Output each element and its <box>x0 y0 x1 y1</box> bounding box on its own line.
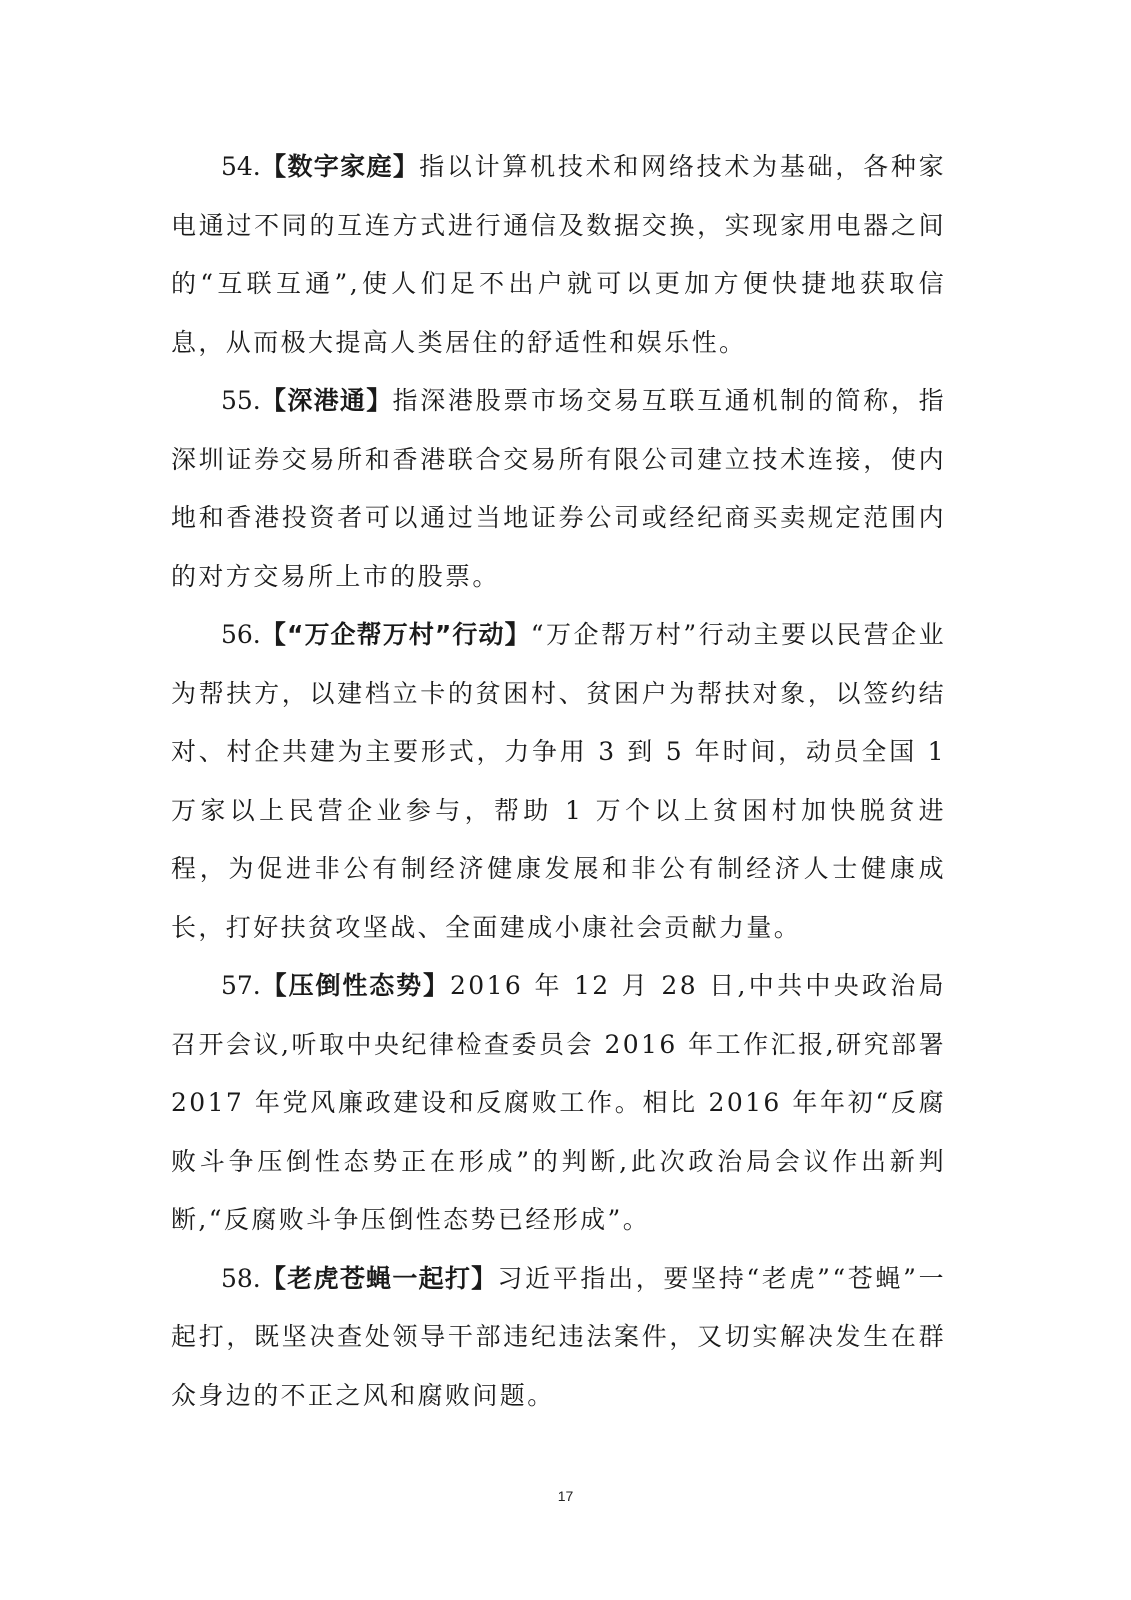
entry-term: 【数字家庭】 <box>260 152 420 181</box>
entry-number: 57. <box>221 971 261 1000</box>
glossary-content <box>171 138 946 1425</box>
page-number: 17 <box>557 1488 574 1504</box>
entry-paragraph <box>171 372 946 606</box>
entry-term: 【深港通】 <box>260 386 393 415</box>
entry-paragraph <box>171 138 946 372</box>
entry-definition: 习近平指出，要坚持“老虎”“苍蝇”一起打，既坚决查处领导干部违纪违法案件，又切实解决发生在群众身边的不正之风和腐败问题。 <box>171 1263 946 1410</box>
entry-number: 56. <box>221 620 261 649</box>
glossary-entry-57 <box>171 957 946 1250</box>
glossary-entry-54 <box>171 138 946 372</box>
entry-paragraph <box>171 1250 946 1426</box>
entry-term: 【“万企帮万村”行动】 <box>260 620 531 649</box>
entry-definition: 指深港股票市场交易互联互通机制的简称，指深圳证券交易所和香港联合交易所有限公司建立技术连接，使内地和香港投资者可以通过当地证券公司或经纪商买卖规定范围内的对方交易所上市的股票。 <box>171 386 946 591</box>
glossary-entry-56 <box>171 606 946 957</box>
glossary-entry-58 <box>171 1250 946 1426</box>
entry-number: 55. <box>221 386 261 415</box>
entry-term: 【压倒性态势】 <box>260 971 450 1000</box>
entry-number: 58. <box>221 1263 261 1293</box>
entry-definition: “万企帮万村”行动主要以民营企业为帮扶方，以建档立卡的贫困村、贫困户为帮扶对象，以签约结对、村企共建为主要形式，力争用 3 到 5 年时间，动员全国 1 万家以上民营企业参与，帮助 1 万个以上贫困村加快脱贫进程，为促进非公有制经济健康发展和非公有制经济人士健康成长，打好扶贫攻坚战、全面建成小康社会贡献力量。 <box>171 620 946 942</box>
entry-definition: 2016 年 12 月 28 日,中共中央政治局召开会议,听取中央纪律检查委员会 2016 年工作汇报,研究部署 2017 年党风廉政建设和反腐败工作。相比 2016 年年初“反腐败斗争压倒性态势正在形成”的判断,此次政治局会议作出新判断,“反腐败斗争压倒性态势已经形成”。 <box>171 971 946 1234</box>
entry-definition: 指以计算机技术和网络技术为基础，各种家电通过不同的互连方式进行通信及数据交换，实现家用电器之间的“互联互通”,使人们足不出户就可以更加方便快捷地获取信息，从而极大提高人类居住的舒适性和娱乐性。 <box>171 152 946 357</box>
entry-paragraph <box>171 957 946 1250</box>
entry-paragraph <box>171 606 946 957</box>
glossary-entry-55 <box>171 372 946 606</box>
entry-number: 54. <box>221 152 261 181</box>
entry-term: 【老虎苍蝇一起打】 <box>260 1263 498 1293</box>
